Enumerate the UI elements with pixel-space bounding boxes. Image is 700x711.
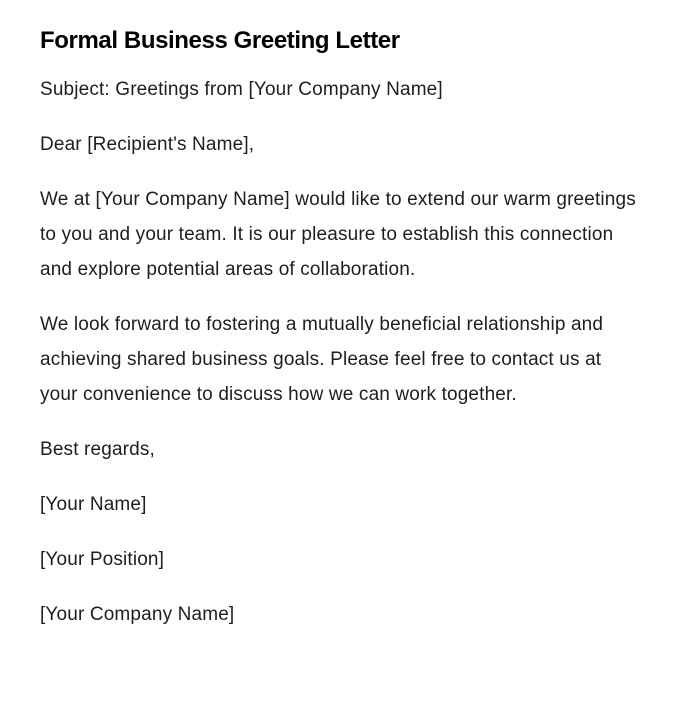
letter-title: Formal Business Greeting Letter [40,27,400,54]
letter-paragraph-2: We look forward to fostering a mutually beneficial relationship and achieving shared business goals. Please feel free to contact us at your convenience to discuss how we can work together. [40,314,604,405]
letter-closing: Best regards, [40,439,155,460]
letter-salutation: Dear [Recipient's Name], [40,134,255,155]
signature-position: [Your Position] [40,549,165,570]
signature-name: [Your Name] [40,494,147,515]
signature-company: [Your Company Name] [40,604,235,625]
letter-paragraph-1: We at [Your Company Name] would like to extend our warm greetings to you and your team. It is our pleasure to establish this connection and explore potential areas of collaboration. [40,189,636,280]
letter-subject: Subject: Greetings from [Your Company Name] [40,79,443,100]
